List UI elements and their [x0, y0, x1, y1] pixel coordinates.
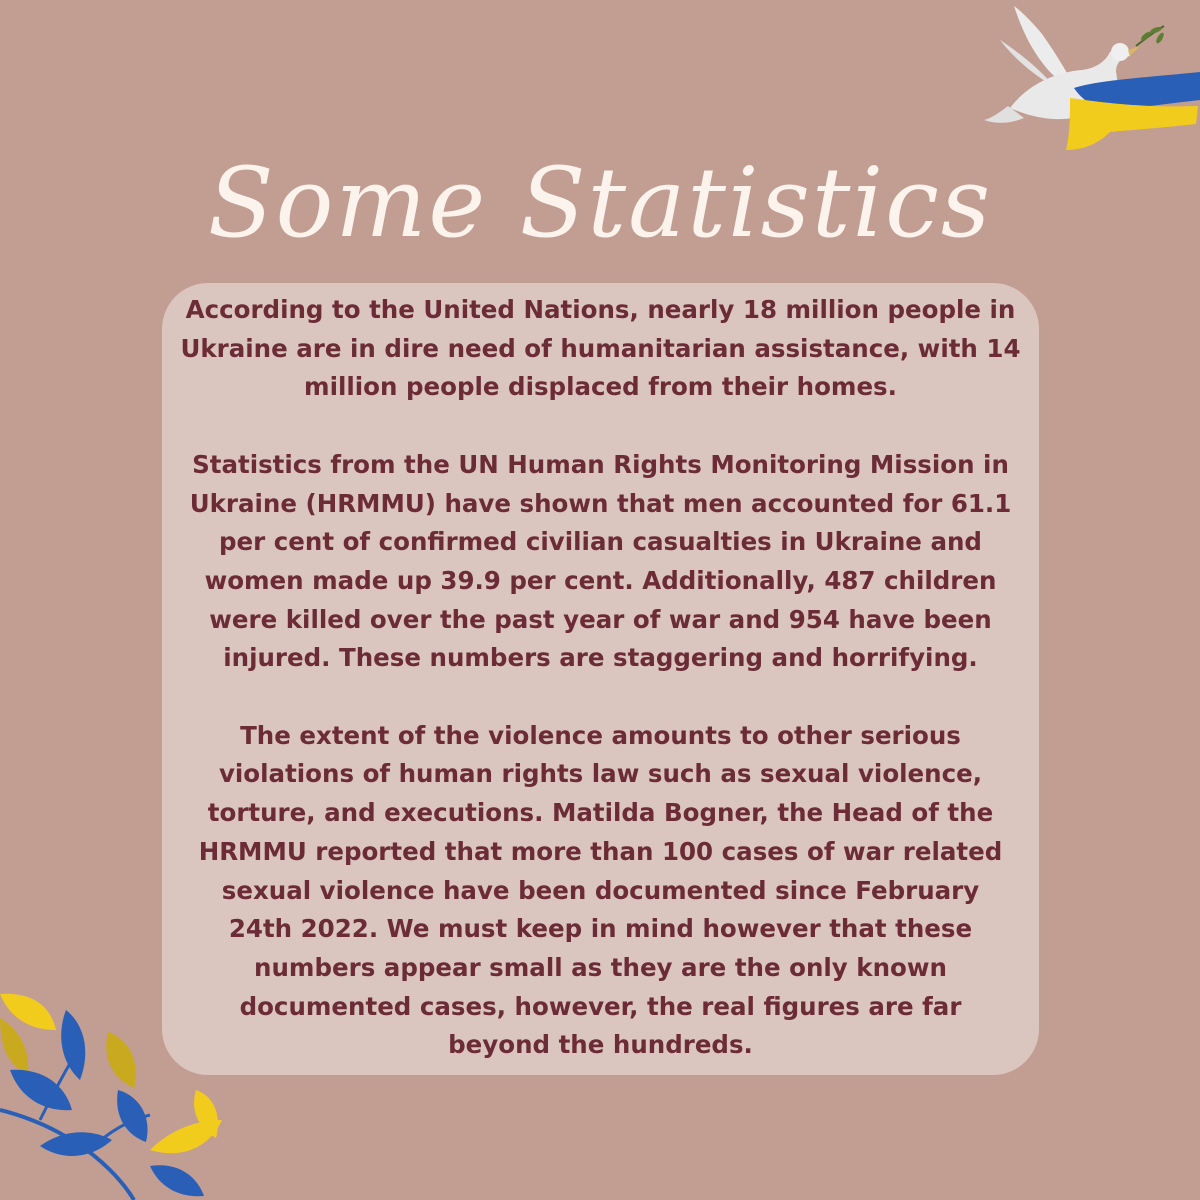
statistics-text	[162, 291, 1039, 1065]
paragraph-violence: The extent of the violence amounts to other serious violations of human rights law such as sexual violence, torture, and executions. Matilda Bogner, the Head of the HRMMU reported that more than 100 cases of war related sexual violence have been documented since February 24th 2022. We must keep in mind however that these numbers appear small as they are the only known documented cases, however, the real figures are far beyond the hundreds.	[198, 720, 1003, 1060]
leaf-branch-icon	[0, 970, 240, 1200]
leaf-blue-3	[40, 1132, 112, 1156]
paragraph-hrmmu-casualties: Statistics from the UN Human Rights Monitoring Mission in Ukraine (HRMMU) have shown that men accounted for 61.1 per cent of confirmed civilian casualties in Ukraine and women made up 39.9 per cent. Additionally, 487 children were killed over the past year of war and 954 have been injured. These numbers are staggering and horrifying.	[189, 449, 1012, 673]
leaf-yellow-2	[0, 1018, 28, 1074]
page-title: Some Statistics	[207, 147, 993, 259]
leaf-blue-4	[117, 1090, 147, 1142]
leaf-yellow-3	[106, 1032, 135, 1088]
paragraph-un-assistance: According to the United Nations, nearly 18 million people in Ukraine are in dire need of humanitarian assistance, with 14 million people displaced from their homes.	[180, 295, 1021, 402]
leaf-blue-5	[150, 1165, 204, 1196]
